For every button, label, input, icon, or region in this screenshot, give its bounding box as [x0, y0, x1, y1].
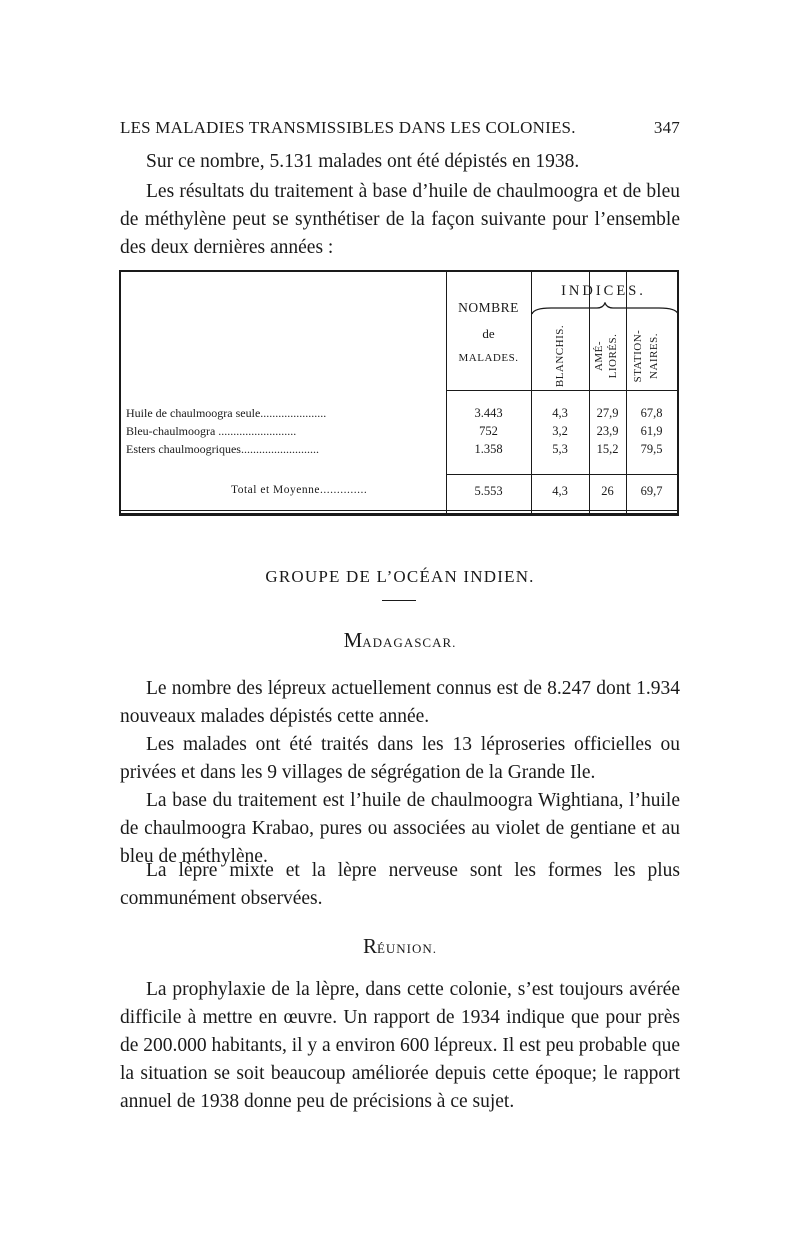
subsection-rest: ÉUNION.: [376, 941, 438, 956]
cell-blanchis: 4,3: [552, 406, 568, 420]
brace-icon: [531, 302, 679, 316]
cell-stationnaires: 79,5: [640, 442, 663, 456]
header-stationnaires-2: NAIRES.: [648, 333, 660, 379]
cell-stationnaires: 69,7: [640, 484, 663, 498]
table-divider: [446, 390, 677, 391]
row-label: Esters chaulmoogriques..........................: [126, 442, 319, 456]
subsection-rest: ADAGASCAR.: [362, 635, 457, 650]
page-number: 347: [653, 118, 680, 137]
row-label: Huile de chaulmoogra seule......................: [126, 406, 327, 420]
cell-blanchis: 4,3: [552, 484, 568, 498]
header-ameliores-1: AMÉ-: [593, 340, 605, 372]
running-head: [120, 118, 680, 138]
header-nombre: NOMBRE: [458, 300, 519, 315]
cell-blanchis: 5,3: [552, 442, 568, 456]
total-label: Total et Moyenne..............: [231, 484, 368, 496]
intro-paragraph-2: Les résultats du traitement à base d’huile de chaulmoogra et de bleu de méthylène peut se synthétiser de la façon suivante pour l’ensemble des deux dernières années :: [120, 181, 680, 258]
cell-stationnaires: 67,8: [640, 406, 663, 420]
cell-stationnaires: 61,9: [640, 424, 663, 438]
cell-ameliores: 26: [601, 484, 614, 498]
cell-ameliores: 23,9: [596, 424, 619, 438]
header-de: de: [482, 326, 495, 341]
header-stationnaires-1: STATION-: [632, 329, 644, 383]
row-label: Bleu-chaulmoogra ..........................: [126, 424, 297, 438]
cell-malades: 5.553: [474, 484, 503, 498]
cell-blanchis: 3,2: [552, 424, 568, 438]
header-blanchis: BLANCHIS.: [554, 324, 566, 388]
table-divider: [121, 510, 677, 511]
cell-malades: 752: [479, 424, 498, 438]
section-rule: [382, 600, 416, 601]
subsection-initial: R: [362, 934, 377, 958]
cell-malades: 3.443: [474, 406, 503, 420]
madagascar-paragraph-2: Les malades ont été traités dans les 13 léproseries officielles ou privées et dans les 9 villages de ségrégation de la Grande Ile.: [120, 734, 680, 783]
header-ameliores-2: LIORÉS.: [607, 333, 619, 379]
cell-ameliores: 15,2: [596, 442, 619, 456]
running-head-title: LES MALADIES TRANSMISSIBLES DANS LES COLONIES.: [120, 118, 576, 137]
header-malades: MALADES.: [458, 352, 519, 364]
cell-ameliores: 27,9: [596, 406, 619, 420]
subsection-initial: M: [343, 628, 363, 652]
madagascar-paragraph-3: La base du traitement est l’huile de chaulmoogra Wightiana, l’huile de chaulmoogra Krabao, pures ou associées au violet de gentiane et au bleu de méthylène.: [120, 790, 680, 867]
cell-malades: 1.358: [474, 442, 503, 456]
intro-paragraph-1: Sur ce nombre, 5.131 malades ont été dépistés en 1938.: [146, 151, 580, 172]
madagascar-paragraph-1: Le nombre des lépreux actuellement connus est de 8.247 dont 1.934 nouveaux malades dépistés cette année.: [120, 678, 680, 727]
table-divider: [446, 474, 677, 475]
header-indices: INDICES.: [561, 283, 646, 299]
results-table: [119, 270, 679, 516]
reunion-paragraph-1: La prophylaxie de la lèpre, dans cette colonie, s’est toujours avérée difficile à mettre en œuvre. Un rapport de 1934 indique que pour près de 200.000 habitants, il y a environ 600 lépreux. Il est peu probable que la situation se soit beaucoup améliorée depuis cette époque; le rapport annuel de 1938 donne peu de précisions à ce sujet.: [120, 979, 680, 1112]
section-title: GROUPE DE L’OCÉAN INDIEN.: [265, 567, 535, 586]
subsection-title-madagascar: [120, 628, 680, 653]
subsection-title-reunion: [120, 934, 680, 959]
madagascar-paragraph-4: La lèpre mixte et la lèpre nerveuse sont les formes les plus communément observées.: [120, 860, 680, 909]
